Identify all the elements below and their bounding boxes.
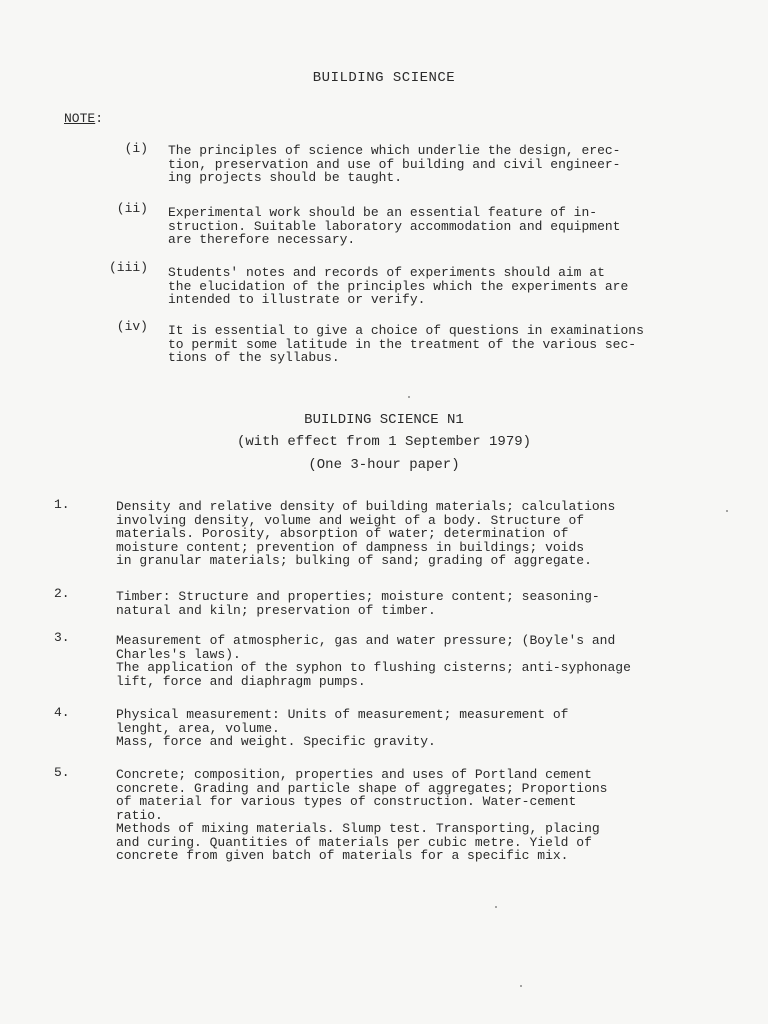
note-text: The principles of science which underlie the design, erec- tion, preservation and use of building and civil engineer- ing projects should be taught.: [168, 143, 621, 185]
section-text: Physical measurement: Units of measurement; measurement of lenght, area, volume. Mass, force and weight. Specific gravity.: [116, 707, 569, 749]
note-label-text: NOTE: [64, 111, 96, 126]
scan-speck: [726, 510, 728, 512]
note-text: It is essential to give a choice of questions in examinations to permit some latitude in the treatment of the various sec- tions of the syllabus.: [168, 323, 644, 365]
note-label-colon: :: [95, 111, 104, 126]
scan-speck: [520, 985, 522, 987]
section-text: Timber: Structure and properties; moisture content; seasoning- natural and kiln; preservation of timber.: [116, 589, 600, 618]
section-text: Concrete; composition, properties and uses of Portland cement concrete. Grading and particle shape of aggregates; Proportions of material for various types of construction. Water-cement ratio. Methods of mixing materials. Slump test. Transporting, placing and curing. Quantities of materials per cubic metre. Yield of concrete from given batch of materials for a specific mix.: [116, 767, 608, 863]
section-number: 3.: [54, 630, 70, 645]
section-number: 5.: [54, 765, 70, 780]
note-number: (ii): [116, 201, 148, 216]
section-number: 4.: [54, 705, 70, 720]
note-label: [64, 111, 103, 126]
note-text: Students' notes and records of experiments should aim at the elucidation of the principles which the experiments are intended to illustrate or verify.: [168, 265, 629, 307]
note-number: (iii): [108, 260, 148, 275]
note-number: (iv): [116, 319, 148, 334]
note-number: (i): [124, 141, 148, 156]
section-number: 2.: [54, 586, 70, 601]
syllabus-title: BUILDING SCIENCE N1: [304, 412, 464, 428]
section-text: Density and relative density of building materials; calculations involving density, volume and weight of a body. Structure of materials. Porosity, absorption of water; determination of moisture content; prevention of dampness in buildings; voids in granular materials; bulking of sand; grading of aggregate.: [116, 499, 616, 568]
scan-speck: [495, 906, 497, 908]
scan-speck: [408, 396, 410, 398]
paper-duration-line: (One 3-hour paper): [308, 457, 460, 473]
effect-date-line: (with effect from 1 September 1979): [236, 434, 532, 450]
page-title: BUILDING SCIENCE: [312, 70, 456, 86]
section-number: 1.: [54, 497, 70, 512]
section-text: Measurement of atmospheric, gas and water pressure; (Boyle's and Charles's laws). The application of the syphon to flushing cisterns; anti-syphonage lift, force and diaphragm pumps.: [116, 633, 631, 689]
note-text: Experimental work should be an essential feature of in- struction. Suitable laboratory accommodation and equipment are therefore necessary.: [168, 205, 621, 247]
